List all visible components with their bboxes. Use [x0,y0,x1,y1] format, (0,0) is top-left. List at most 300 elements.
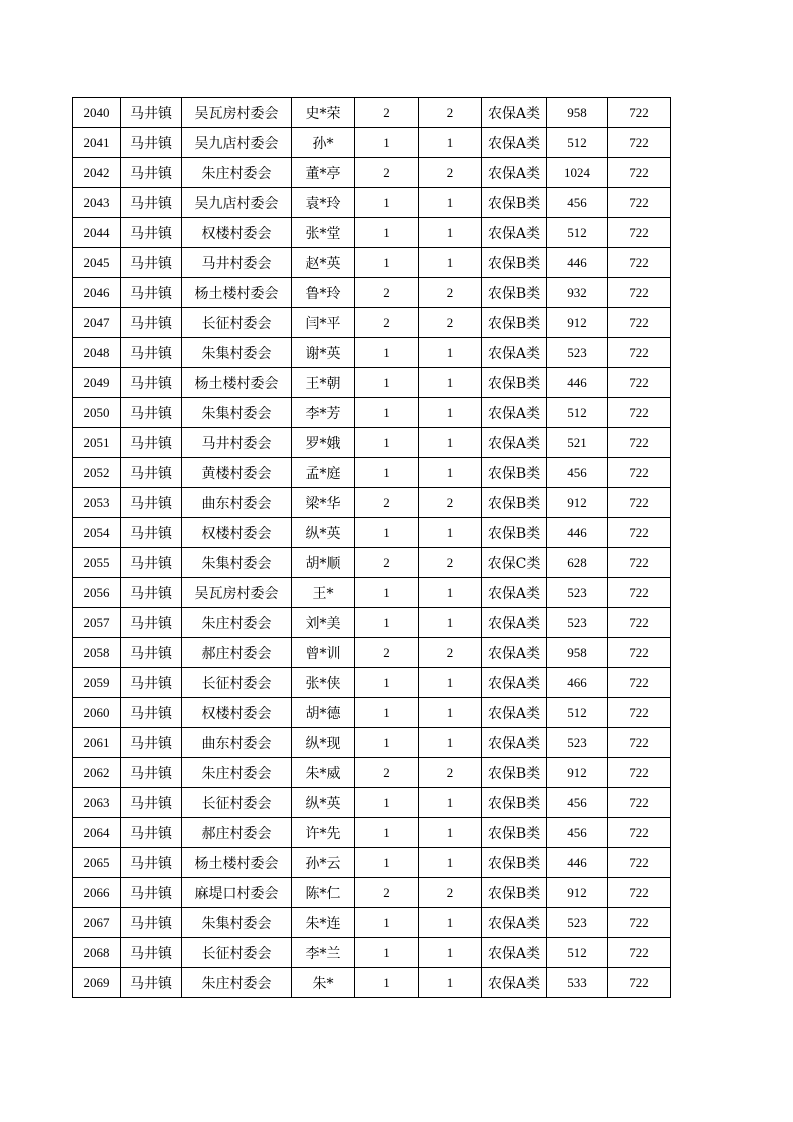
cell-town: 马井镇 [121,608,182,638]
cell-village-committee: 杨土楼村委会 [182,278,292,308]
cell-standard-value: 722 [608,518,671,548]
cell-insurance-category: 农保B类 [482,368,547,398]
cell-standard-value: 722 [608,608,671,638]
roster-table-body [73,98,671,998]
cell-person-name: 梁*华 [292,488,355,518]
table-row [73,158,671,188]
cell-town: 马井镇 [121,938,182,968]
cell-town: 马井镇 [121,518,182,548]
cell-count-a: 2 [355,308,419,338]
cell-insurance-category: 农保B类 [482,848,547,878]
cell-insurance-category: 农保A类 [482,128,547,158]
cell-count-b: 2 [419,278,482,308]
cell-town: 马井镇 [121,728,182,758]
cell-serial-number: 2047 [73,308,121,338]
cell-amount: 521 [547,428,608,458]
cell-count-b: 2 [419,878,482,908]
cell-serial-number: 2045 [73,248,121,278]
cell-count-b: 1 [419,698,482,728]
cell-person-name: 李*兰 [292,938,355,968]
cell-amount: 958 [547,98,608,128]
cell-village-committee: 朱庄村委会 [182,758,292,788]
cell-insurance-category: 农保B类 [482,278,547,308]
cell-count-a: 2 [355,98,419,128]
cell-count-a: 1 [355,608,419,638]
cell-amount: 912 [547,308,608,338]
cell-serial-number: 2067 [73,908,121,938]
cell-person-name: 孙* [292,128,355,158]
cell-count-a: 2 [355,758,419,788]
cell-insurance-category: 农保B类 [482,488,547,518]
cell-serial-number: 2049 [73,368,121,398]
cell-person-name: 朱* [292,968,355,998]
cell-town: 马井镇 [121,98,182,128]
cell-standard-value: 722 [608,758,671,788]
cell-standard-value: 722 [608,158,671,188]
cell-village-committee: 郝庄村委会 [182,818,292,848]
cell-village-committee: 马井村委会 [182,248,292,278]
cell-serial-number: 2055 [73,548,121,578]
cell-count-a: 1 [355,128,419,158]
cell-count-a: 1 [355,818,419,848]
cell-town: 马井镇 [121,638,182,668]
cell-amount: 958 [547,638,608,668]
cell-standard-value: 722 [608,308,671,338]
cell-standard-value: 722 [608,938,671,968]
cell-amount: 446 [547,848,608,878]
cell-person-name: 刘*美 [292,608,355,638]
cell-count-a: 1 [355,338,419,368]
cell-standard-value: 722 [608,128,671,158]
cell-amount: 533 [547,968,608,998]
cell-count-a: 1 [355,578,419,608]
cell-count-a: 1 [355,218,419,248]
cell-town: 马井镇 [121,578,182,608]
cell-standard-value: 722 [608,848,671,878]
cell-standard-value: 722 [608,668,671,698]
cell-person-name: 史*荣 [292,98,355,128]
cell-village-committee: 麻堤口村委会 [182,878,292,908]
cell-person-name: 许*先 [292,818,355,848]
cell-standard-value: 722 [608,728,671,758]
cell-serial-number: 2059 [73,668,121,698]
cell-insurance-category: 农保A类 [482,608,547,638]
cell-town: 马井镇 [121,338,182,368]
cell-amount: 466 [547,668,608,698]
cell-serial-number: 2062 [73,758,121,788]
cell-count-b: 1 [419,848,482,878]
table-row [73,518,671,548]
cell-person-name: 朱*威 [292,758,355,788]
cell-town: 马井镇 [121,158,182,188]
cell-amount: 446 [547,248,608,278]
cell-count-a: 1 [355,368,419,398]
cell-count-a: 2 [355,638,419,668]
cell-town: 马井镇 [121,488,182,518]
table-row [73,878,671,908]
cell-insurance-category: 农保A类 [482,98,547,128]
table-row [73,248,671,278]
cell-count-b: 1 [419,188,482,218]
cell-serial-number: 2042 [73,158,121,188]
cell-standard-value: 722 [608,218,671,248]
table-row [73,818,671,848]
cell-serial-number: 2057 [73,608,121,638]
cell-serial-number: 2041 [73,128,121,158]
table-row [73,338,671,368]
cell-person-name: 王* [292,578,355,608]
cell-count-b: 2 [419,488,482,518]
cell-count-b: 1 [419,578,482,608]
cell-insurance-category: 农保A类 [482,158,547,188]
cell-town: 马井镇 [121,308,182,338]
cell-insurance-category: 农保B类 [482,458,547,488]
cell-count-a: 1 [355,248,419,278]
cell-standard-value: 722 [608,878,671,908]
cell-amount: 523 [547,338,608,368]
cell-count-a: 1 [355,398,419,428]
cell-amount: 1024 [547,158,608,188]
cell-count-a: 1 [355,908,419,938]
cell-count-a: 2 [355,158,419,188]
cell-serial-number: 2060 [73,698,121,728]
cell-count-a: 1 [355,458,419,488]
cell-standard-value: 722 [608,188,671,218]
cell-person-name: 胡*德 [292,698,355,728]
cell-amount: 523 [547,578,608,608]
cell-count-a: 1 [355,518,419,548]
cell-count-b: 1 [419,668,482,698]
cell-person-name: 纵*英 [292,518,355,548]
cell-person-name: 胡*顺 [292,548,355,578]
table-row [73,638,671,668]
cell-village-committee: 权楼村委会 [182,518,292,548]
cell-insurance-category: 农保B类 [482,248,547,278]
cell-town: 马井镇 [121,128,182,158]
table-row [73,398,671,428]
table-row [73,668,671,698]
table-row [73,98,671,128]
cell-insurance-category: 农保A类 [482,218,547,248]
cell-count-b: 1 [419,608,482,638]
cell-count-b: 1 [419,428,482,458]
cell-insurance-category: 农保C类 [482,548,547,578]
cell-village-committee: 黄楼村委会 [182,458,292,488]
cell-village-committee: 郝庄村委会 [182,638,292,668]
cell-person-name: 张*堂 [292,218,355,248]
cell-serial-number: 2065 [73,848,121,878]
cell-insurance-category: 农保B类 [482,758,547,788]
cell-village-committee: 吴九店村委会 [182,128,292,158]
cell-village-committee: 马井村委会 [182,428,292,458]
cell-insurance-category: 农保A类 [482,398,547,428]
cell-count-a: 2 [355,488,419,518]
cell-count-a: 2 [355,548,419,578]
cell-amount: 523 [547,608,608,638]
cell-insurance-category: 农保A类 [482,728,547,758]
cell-serial-number: 2069 [73,968,121,998]
cell-amount: 912 [547,758,608,788]
cell-serial-number: 2046 [73,278,121,308]
cell-amount: 512 [547,938,608,968]
cell-count-b: 1 [419,218,482,248]
cell-standard-value: 722 [608,788,671,818]
cell-village-committee: 朱庄村委会 [182,608,292,638]
cell-person-name: 王*朝 [292,368,355,398]
cell-amount: 932 [547,278,608,308]
cell-standard-value: 722 [608,338,671,368]
cell-person-name: 赵*英 [292,248,355,278]
cell-count-b: 1 [419,398,482,428]
cell-amount: 912 [547,488,608,518]
cell-count-b: 1 [419,128,482,158]
cell-town: 马井镇 [121,428,182,458]
table-row [73,458,671,488]
cell-standard-value: 722 [608,398,671,428]
cell-insurance-category: 农保A类 [482,938,547,968]
cell-count-a: 1 [355,668,419,698]
table-row [73,968,671,998]
cell-town: 马井镇 [121,668,182,698]
cell-person-name: 孙*云 [292,848,355,878]
cell-town: 马井镇 [121,848,182,878]
cell-serial-number: 2058 [73,638,121,668]
table-row [73,698,671,728]
cell-village-committee: 权楼村委会 [182,698,292,728]
cell-standard-value: 722 [608,428,671,458]
table-row [73,548,671,578]
table-row [73,128,671,158]
cell-person-name: 孟*庭 [292,458,355,488]
cell-person-name: 董*亭 [292,158,355,188]
cell-amount: 512 [547,218,608,248]
table-row [73,728,671,758]
cell-count-a: 2 [355,278,419,308]
cell-count-a: 1 [355,938,419,968]
cell-town: 马井镇 [121,278,182,308]
cell-village-committee: 曲东村委会 [182,488,292,518]
cell-count-b: 2 [419,758,482,788]
cell-standard-value: 722 [608,578,671,608]
cell-serial-number: 2064 [73,818,121,848]
cell-town: 马井镇 [121,818,182,848]
cell-person-name: 鲁*玲 [292,278,355,308]
cell-serial-number: 2053 [73,488,121,518]
table-row [73,218,671,248]
cell-village-committee: 吴瓦房村委会 [182,578,292,608]
cell-standard-value: 722 [608,368,671,398]
cell-standard-value: 722 [608,98,671,128]
cell-count-b: 2 [419,548,482,578]
cell-insurance-category: 农保A类 [482,638,547,668]
cell-town: 马井镇 [121,758,182,788]
table-row [73,758,671,788]
cell-amount: 456 [547,788,608,818]
cell-count-a: 1 [355,428,419,458]
cell-count-b: 1 [419,728,482,758]
cell-amount: 628 [547,548,608,578]
cell-count-b: 2 [419,638,482,668]
cell-amount: 512 [547,698,608,728]
cell-insurance-category: 农保B类 [482,518,547,548]
cell-standard-value: 722 [608,278,671,308]
cell-count-b: 1 [419,788,482,818]
cell-count-a: 1 [355,968,419,998]
cell-count-a: 1 [355,728,419,758]
cell-amount: 512 [547,398,608,428]
cell-amount: 523 [547,728,608,758]
cell-town: 马井镇 [121,458,182,488]
cell-standard-value: 722 [608,458,671,488]
cell-standard-value: 722 [608,248,671,278]
cell-insurance-category: 农保B类 [482,788,547,818]
cell-village-committee: 吴九店村委会 [182,188,292,218]
cell-count-b: 1 [419,518,482,548]
cell-serial-number: 2048 [73,338,121,368]
cell-serial-number: 2040 [73,98,121,128]
cell-serial-number: 2061 [73,728,121,758]
cell-count-b: 1 [419,338,482,368]
cell-insurance-category: 农保A类 [482,428,547,458]
cell-count-b: 1 [419,818,482,848]
cell-count-a: 2 [355,878,419,908]
cell-serial-number: 2050 [73,398,121,428]
cell-village-committee: 朱庄村委会 [182,158,292,188]
cell-town: 马井镇 [121,968,182,998]
cell-serial-number: 2051 [73,428,121,458]
table-row [73,578,671,608]
cell-count-a: 1 [355,188,419,218]
cell-person-name: 李*芳 [292,398,355,428]
cell-amount: 456 [547,458,608,488]
cell-person-name: 曾*训 [292,638,355,668]
cell-count-a: 1 [355,848,419,878]
cell-serial-number: 2052 [73,458,121,488]
table-row [73,488,671,518]
cell-amount: 523 [547,908,608,938]
cell-count-a: 1 [355,788,419,818]
cell-village-committee: 朱集村委会 [182,548,292,578]
table-row [73,908,671,938]
cell-town: 马井镇 [121,188,182,218]
cell-town: 马井镇 [121,368,182,398]
cell-insurance-category: 农保B类 [482,818,547,848]
cell-person-name: 纵*英 [292,788,355,818]
cell-town: 马井镇 [121,788,182,818]
cell-insurance-category: 农保B类 [482,308,547,338]
cell-insurance-category: 农保A类 [482,968,547,998]
table-row [73,848,671,878]
table-row [73,608,671,638]
table-row [73,428,671,458]
table-row [73,188,671,218]
cell-village-committee: 曲东村委会 [182,728,292,758]
cell-serial-number: 2068 [73,938,121,968]
cell-village-committee: 长征村委会 [182,668,292,698]
cell-count-b: 1 [419,368,482,398]
cell-serial-number: 2066 [73,878,121,908]
cell-count-b: 2 [419,158,482,188]
table-row [73,278,671,308]
cell-amount: 456 [547,188,608,218]
cell-insurance-category: 农保B类 [482,188,547,218]
cell-village-committee: 杨土楼村委会 [182,848,292,878]
cell-serial-number: 2056 [73,578,121,608]
cell-village-committee: 朱集村委会 [182,398,292,428]
cell-town: 马井镇 [121,548,182,578]
cell-person-name: 朱*连 [292,908,355,938]
cell-count-b: 1 [419,938,482,968]
cell-serial-number: 2054 [73,518,121,548]
cell-town: 马井镇 [121,908,182,938]
cell-count-b: 2 [419,308,482,338]
cell-town: 马井镇 [121,398,182,428]
table-row [73,308,671,338]
cell-village-committee: 长征村委会 [182,938,292,968]
cell-count-a: 1 [355,698,419,728]
cell-serial-number: 2043 [73,188,121,218]
cell-insurance-category: 农保A类 [482,908,547,938]
cell-insurance-category: 农保A类 [482,698,547,728]
cell-standard-value: 722 [608,698,671,728]
cell-amount: 446 [547,518,608,548]
cell-village-committee: 杨土楼村委会 [182,368,292,398]
cell-person-name: 袁*玲 [292,188,355,218]
cell-village-committee: 权楼村委会 [182,218,292,248]
cell-serial-number: 2063 [73,788,121,818]
cell-person-name: 闫*平 [292,308,355,338]
cell-town: 马井镇 [121,248,182,278]
cell-amount: 446 [547,368,608,398]
cell-count-b: 1 [419,908,482,938]
cell-serial-number: 2044 [73,218,121,248]
cell-count-b: 1 [419,968,482,998]
table-row [73,788,671,818]
cell-standard-value: 722 [608,908,671,938]
cell-standard-value: 722 [608,968,671,998]
cell-village-committee: 朱集村委会 [182,908,292,938]
cell-village-committee: 吴瓦房村委会 [182,98,292,128]
cell-insurance-category: 农保B类 [482,878,547,908]
cell-person-name: 罗*娥 [292,428,355,458]
cell-person-name: 陈*仁 [292,878,355,908]
cell-village-committee: 朱庄村委会 [182,968,292,998]
cell-person-name: 纵*现 [292,728,355,758]
cell-insurance-category: 农保A类 [482,338,547,368]
cell-standard-value: 722 [608,488,671,518]
cell-village-committee: 长征村委会 [182,788,292,818]
cell-amount: 456 [547,818,608,848]
cell-village-committee: 长征村委会 [182,308,292,338]
table-row [73,368,671,398]
cell-town: 马井镇 [121,878,182,908]
roster-table [72,97,671,998]
cell-amount: 512 [547,128,608,158]
cell-count-b: 2 [419,98,482,128]
cell-insurance-category: 农保A类 [482,578,547,608]
cell-standard-value: 722 [608,818,671,848]
cell-count-b: 1 [419,458,482,488]
cell-count-b: 1 [419,248,482,278]
cell-standard-value: 722 [608,548,671,578]
table-row [73,938,671,968]
cell-amount: 912 [547,878,608,908]
cell-village-committee: 朱集村委会 [182,338,292,368]
cell-town: 马井镇 [121,218,182,248]
cell-town: 马井镇 [121,698,182,728]
cell-person-name: 谢*英 [292,338,355,368]
cell-person-name: 张*侠 [292,668,355,698]
